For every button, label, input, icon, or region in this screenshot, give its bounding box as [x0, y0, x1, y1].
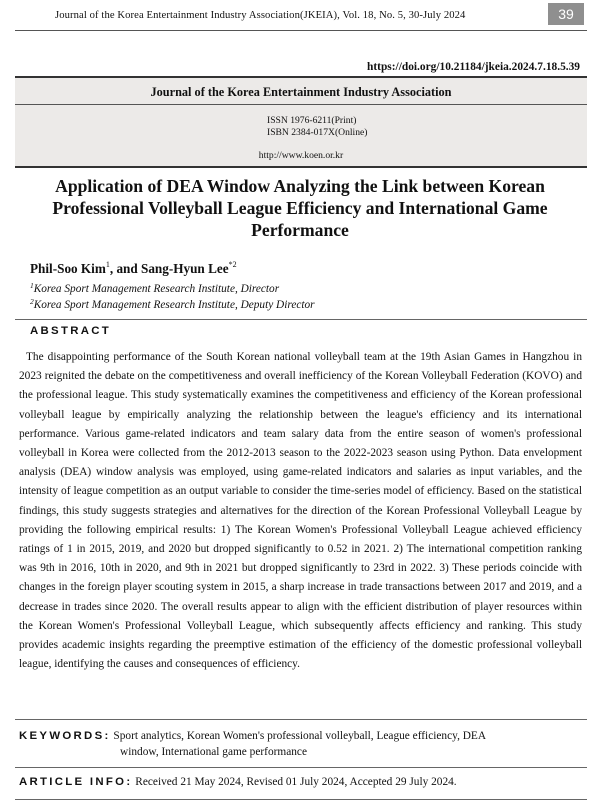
author-separator: , and	[109, 261, 141, 276]
journal-name: Journal of the Korea Entertainment Industry Association	[150, 85, 452, 99]
affiliation-1	[30, 281, 279, 295]
abstract-top-rule	[15, 319, 587, 320]
keywords-label: KEYWORDS:	[19, 730, 111, 742]
journal-info-box	[15, 76, 587, 168]
article-info-text: Received 21 May 2024, Revised 01 July 2024, Accepted 29 July 2024.	[135, 776, 457, 788]
author-1-name: Phil-Soo Kim	[30, 261, 106, 276]
doi-link[interactable]: https://doi.org/10.21184/jkeia.2024.7.18.5.39	[367, 61, 580, 73]
affiliation-2	[30, 297, 315, 311]
affiliation-2-text: Korea Sport Management Research Institute, Deputy Director	[33, 299, 315, 311]
keywords-top-rule	[15, 719, 587, 720]
header-rule	[15, 30, 587, 31]
author-1-sup: 1	[105, 260, 110, 269]
issn-print: ISSN 1976-6211(Print)	[267, 115, 357, 126]
affiliation-2-sup: 2	[30, 297, 34, 306]
journal-url[interactable]: http://www.koen.or.kr	[258, 150, 344, 161]
author-2-name: Sang-Hyun Lee	[141, 261, 229, 276]
author-line	[30, 260, 237, 277]
running-header	[0, 0, 600, 30]
article-info-label: ARTICLE INFO:	[19, 776, 133, 788]
author-2-sup: *2	[228, 260, 237, 269]
article-info-section	[19, 776, 457, 788]
article-info-bottom-rule	[15, 799, 587, 800]
issn-online: ISBN 2384-017X(Online)	[267, 127, 368, 138]
keywords-line-1: Sport analytics, Korean Women's professional volleyball, League efficiency, DEA	[113, 730, 487, 742]
keywords-section	[19, 728, 579, 760]
issn-block	[267, 115, 367, 139]
running-title: Journal of the Korea Entertainment Industry Association(JKEIA), Vol. 18, No. 5, 30-July 2024	[55, 10, 466, 21]
page-number-badge: 39	[548, 3, 584, 25]
article-title: Application of DEA Window Analyzing the Link between Korean Professional Volleyball League Efficiency and International Game Performance	[52, 176, 548, 240]
abstract-heading: ABSTRACT	[30, 325, 112, 337]
affiliation-1-sup: 1	[30, 281, 34, 290]
keywords-line-2: window, International game performance	[120, 746, 307, 758]
article-info-top-rule	[15, 767, 587, 768]
journal-box-divider	[15, 104, 587, 105]
abstract-body: The disappointing performance of the South Korean national volleyball team at the 19th Asian Games in Hangzhou in 2023 reignited the debate on the competitiveness and overall inefficiency of the Korean Volleyball Federation (KOVO) and the professional league. This study systematically examines the competitiveness and efficiency of the Korean professional volleyball league by empirically analyzing the relationship between the league's efficiency and its international performance. Various game-related indicators and team salary data from the entire season of women's professional volleyball in Korea were collected from the 2012-2013 season to the 2022-2023 season using Python. Data envelopment analysis (DEA) window analysis was employed, using game-related indicators and salaries as input variables, and the intensity of league competition as an output variable to consider the time-series model of efficiency. Based on the statistical findings, this study suggests strategies and alternatives for the direction of the Korean Professional Volleyball League by providing the following empirical results: 1) The Korean Women's Professional Volleyball League achieved efficiency ratings of 1 in 2015, 2019, and 2020 but dropped significantly to 0.52 in 2021. 2) The international competition ranking was 9th in 2016, 10th in 2020, and 9th in 2021 but dropped significantly to 23rd in 2022. 3) These periods coincide with changes in the foreign player scouting system in 2015, a sharp increase in trade transactions between 2017 and 2019, and a decrease in trades since 2020. The overall results appear to align with the efficient distribution of player resources within the Korean Women's Professional Volleyball League, which subsequently affects efficiency and ranking. This study provides academic insights regarding the preemptive estimation of the efficiency of the domestic professional volleyball league, identifying the causes and consequences of efficiency.	[19, 351, 582, 671]
affiliation-1-text: Korea Sport Management Research Institute, Director	[33, 283, 280, 295]
